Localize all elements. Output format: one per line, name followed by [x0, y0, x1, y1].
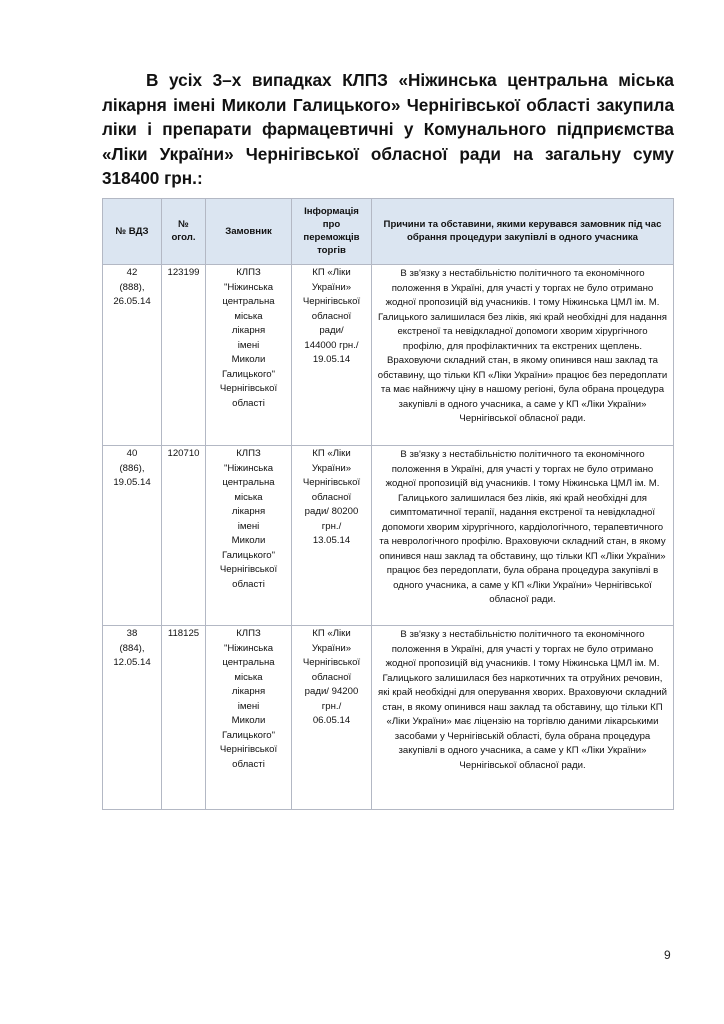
cell-announcement: 123199 — [162, 265, 206, 446]
cell-customer: КЛПЗ "Ніжинська центральна міська лікарня імені Миколи Галицького" Чернігівської області — [206, 626, 292, 810]
cell-announcement: 118125 — [162, 626, 206, 810]
cell-vdz: 38 (884), 12.05.14 — [103, 626, 162, 810]
table-header-row — [103, 199, 674, 265]
cell-winner: КП «Ліки України» Чернігівської обласної ради/ 80200 грн./ 13.05.14 — [292, 446, 372, 626]
cell-vdz: 42 (888), 26.05.14 — [103, 265, 162, 446]
cell-reason: В зв'язку з нестабільністю політичного та економічного положення в Україні, для участі у торгах не було отримано жодної пропозицій від учасників. І тому Ніжинська ЦМЛ ім. М. Галицького залишилася без ліків, які край необхідні для надання екстреної та невідкладної допомоги хворим хірургічного профілю, для профілактичних та екстрених щеплень. Враховуючи складний стан, в якому опинився наш заклад та обставину, що тільки КП «Ліки України» працює без передоплати та має найнижчу ціну в нашому регіоні, була обрана процедура закупівлі в одного учасника, а саме у КП «Ліки України» Чернігівської обласної ради. — [372, 265, 674, 446]
header-customer: Замовник — [206, 199, 292, 265]
table-row — [103, 446, 674, 626]
cell-reason: В зв'язку з нестабільністю політичного та економічного положення в Україні, для участі у торгах не було отримано жодної пропозицій від учасників. І тому Ніжинська ЦМЛ ім. М. Галицького залишилася без ліків, які край необхідні для симптоматичної терапії, надання екстреної та невідкладної допомоги хворим хірургічного, кардіологічного, терапевтичного та неврологічного профілю. Враховуючи складний стан, в якому опинився наш заклад та обставину, що тільки КП «Ліки України» працює без передоплати, була обрана процедура закупівлі в одного учасника, а саме у КП «Ліки України» Чернігівської обласної ради. — [372, 446, 674, 626]
cell-vdz: 40 (886), 19.05.14 — [103, 446, 162, 626]
cell-customer: КЛПЗ "Ніжинська центральна міська лікарня імені Миколи Галицького" Чернігівської області — [206, 446, 292, 626]
page-number: 9 — [664, 948, 671, 962]
table-row — [103, 626, 674, 810]
intro-paragraph: В усіх 3–х випадках КЛПЗ «Ніжинська центральна міська лікарня імені Миколи Галицького» Чернігівської області закупила ліки і препарати фармацевтичні у Комунального підприємства «Ліки України» Чернігівської обласної ради на загальну суму 318400 грн.: — [102, 70, 674, 188]
cell-reason: В зв'язку з нестабільністю політичного та економічного положення в Україні, для участі у торгах не було отримано жодної пропозицій від учасників. І тому Ніжинська ЦМЛ ім. М. Галицького залишилася без наркотичних та отруйних речовин, які край необхідні для оперування хворих. Враховуючи складний стан, в якому опинився наш заклад та обставину, що тільки КП «Ліки України» має ліцензію на торгівлю даними лікарськими засобами у Чернігівській області, була обрана процедура закупівлі в одного учасника, а саме у КП «Ліки України» Чернігівської обласної ради. — [372, 626, 674, 810]
header-reasons: Причини та обставини, якими керувався замовник під час обрання процедури закупівлі в одного учасника — [372, 199, 674, 265]
table-row — [103, 265, 674, 446]
header-vdz: № ВДЗ — [103, 199, 162, 265]
header-announcement: № огол. — [162, 199, 206, 265]
procurement-table — [102, 198, 674, 810]
cell-announcement: 120710 — [162, 446, 206, 626]
cell-customer: КЛПЗ "Ніжинська центральна міська лікарня імені Миколи Галицького" Чернігівської області — [206, 265, 292, 446]
header-winner-info: Інформація про переможців торгів — [292, 199, 372, 265]
cell-winner: КП «Ліки України» Чернігівської обласної ради/ 144000 грн./ 19.05.14 — [292, 265, 372, 446]
cell-winner: КП «Ліки України» Чернігівської обласної ради/ 94200 грн./ 06.05.14 — [292, 626, 372, 810]
